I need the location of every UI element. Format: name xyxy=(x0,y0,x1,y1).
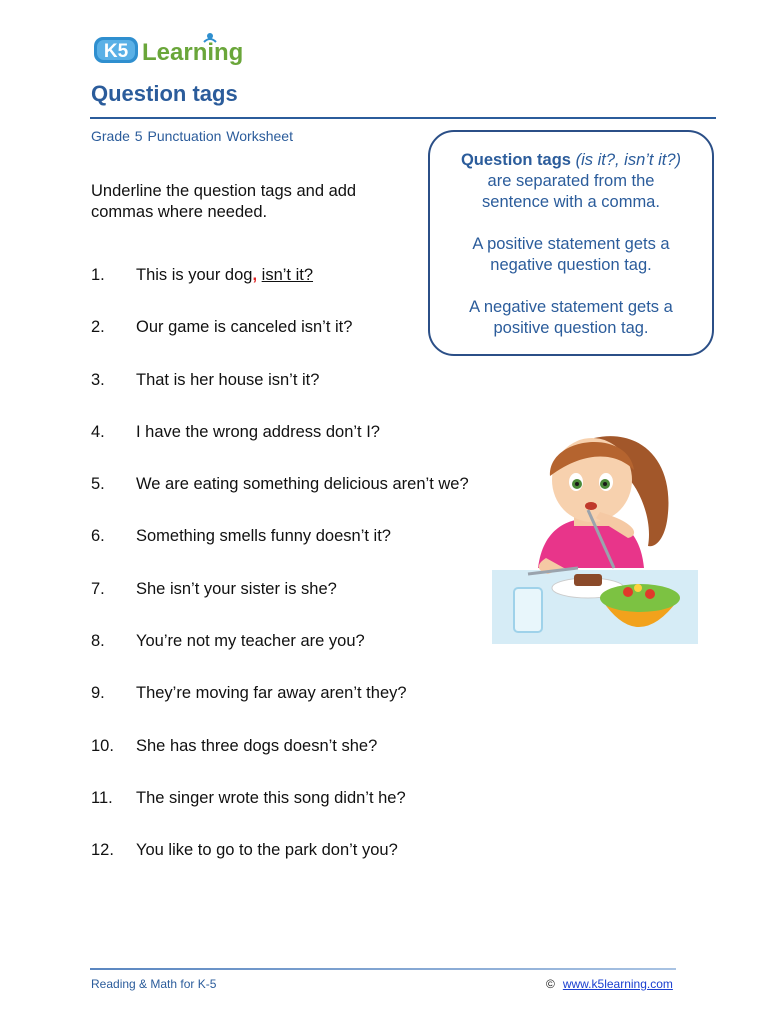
info-box-line: are separated from the sentence with a comma. xyxy=(482,172,660,211)
question-text: We are eating something delicious aren’t we? xyxy=(136,475,469,494)
k5-learning-logo xyxy=(92,28,262,72)
logo-learning-text: Learning xyxy=(142,39,244,66)
instructions-text: Underline the question tags and add commas where needed. xyxy=(91,182,357,221)
footer-copyright xyxy=(546,977,673,991)
question-number: 8. xyxy=(91,632,105,651)
question-number: 5. xyxy=(91,475,105,494)
question-number: 1. xyxy=(91,266,105,284)
question-text: The singer wrote this song didn’t he? xyxy=(136,788,406,807)
question-text xyxy=(136,264,313,286)
question-number: 4. xyxy=(91,422,105,441)
question-text: Something smells funny doesn’t it? xyxy=(136,527,391,546)
question-text: She has three dogs doesn’t she? xyxy=(136,736,378,755)
question-text: I have the wrong address don’t I? xyxy=(136,422,380,441)
info-box-paragraph xyxy=(430,150,712,213)
question-number: 11. xyxy=(91,788,113,807)
page-title: Question tags xyxy=(91,81,238,106)
example-tag: isn’t it? xyxy=(261,266,314,284)
question-number: 9. xyxy=(91,684,105,703)
question-tags-info-box xyxy=(428,130,714,356)
question-text: You’re not my teacher are you? xyxy=(136,632,365,651)
question-text: That is her house isn’t it? xyxy=(136,370,320,389)
question-number: 3. xyxy=(91,370,105,389)
copyright-symbol: © xyxy=(546,977,555,991)
worksheet-subtitle: Grade 5 Punctuation Worksheet xyxy=(91,128,293,144)
example-sentence: This is your dog xyxy=(136,266,253,284)
example-comma: , xyxy=(252,266,258,284)
info-box-heading-examples: (is it?, isn’t it?) xyxy=(575,151,682,169)
girl-eating-illustration xyxy=(488,418,700,650)
k5learning-link[interactable]: www.k5learning.com xyxy=(562,977,673,991)
info-box-paragraph: A positive statement gets a negative question tag. xyxy=(472,235,670,274)
info-box-paragraph: A negative statement gets a positive question tag. xyxy=(469,298,673,337)
question-number: 2. xyxy=(91,318,105,337)
question-text: She isn’t your sister is she? xyxy=(136,579,337,598)
question-number: 6. xyxy=(91,527,105,546)
question-text: You like to go to the park don’t you? xyxy=(136,841,398,860)
title-divider xyxy=(90,117,716,119)
footer-divider xyxy=(90,968,676,970)
question-number: 7. xyxy=(91,579,105,598)
question-number: 12. xyxy=(91,841,114,860)
question-text: Our game is canceled isn’t it? xyxy=(136,318,353,337)
question-number: 10. xyxy=(91,736,114,755)
footer-tagline: Reading & Math for K-5 xyxy=(91,977,217,991)
logo-k5-text: K5 xyxy=(103,41,129,62)
info-box-heading: Question tags xyxy=(460,151,571,169)
question-text: They’re moving far away aren’t they? xyxy=(136,684,407,703)
